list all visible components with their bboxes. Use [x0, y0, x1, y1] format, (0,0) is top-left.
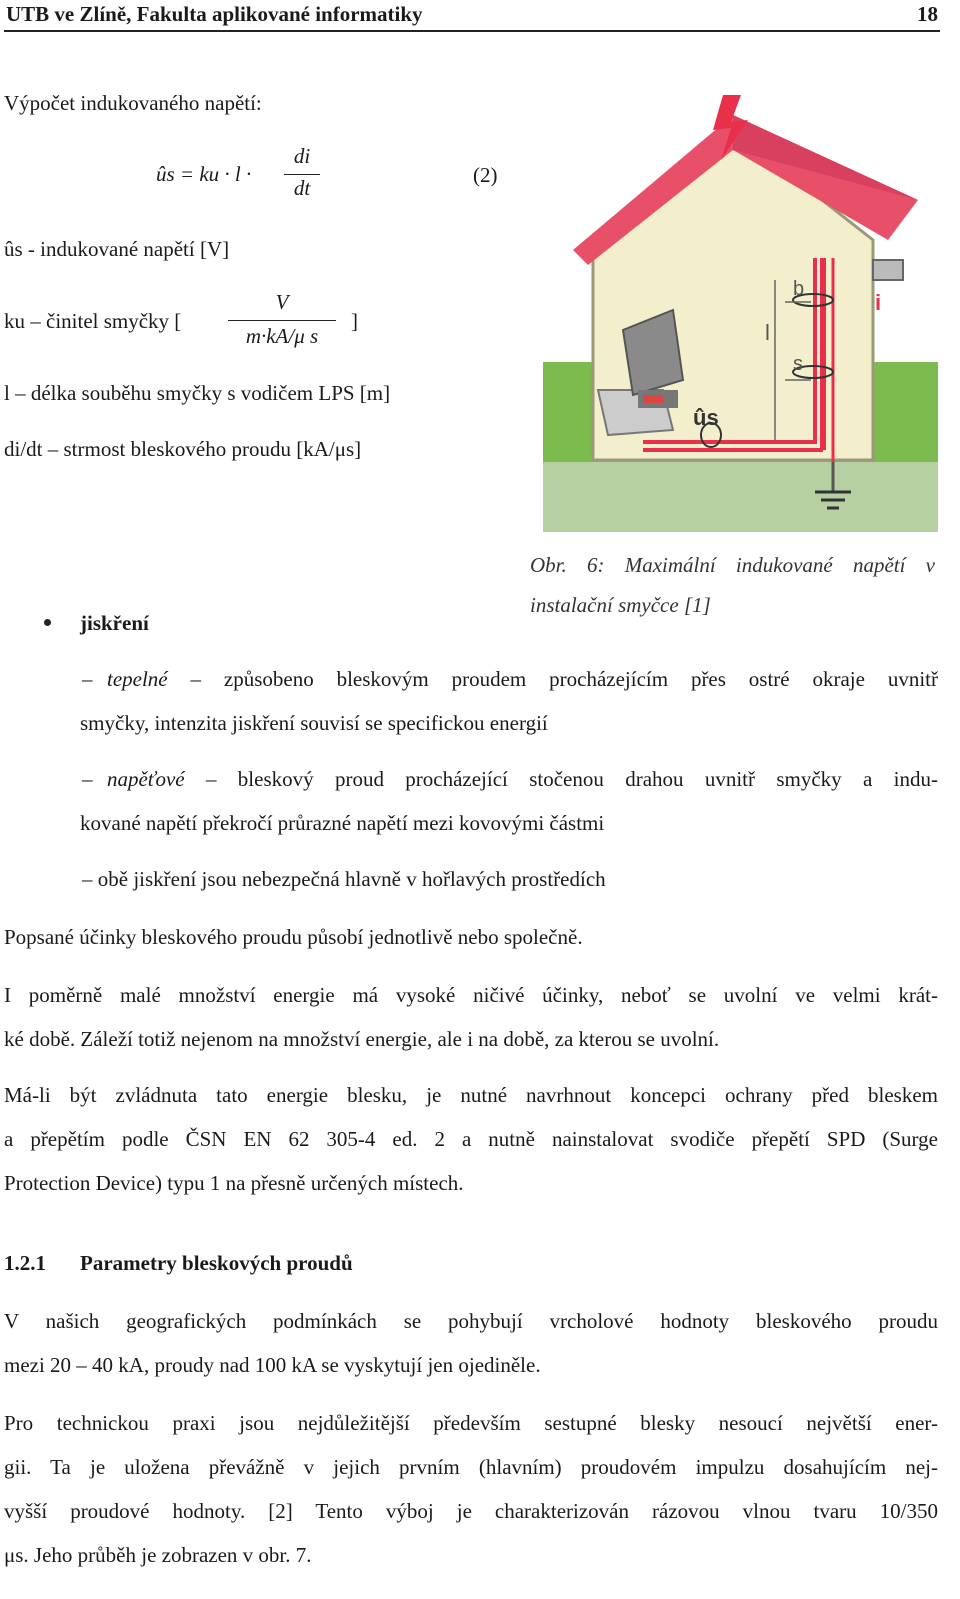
house-lightning-figure [543, 90, 938, 532]
label-s: s [793, 353, 803, 375]
paragraph-5-line3: vyšší proudové hodnoty. [2] Tento výboj je charakterizován rázovou vlnou tvaru 10/350 [4, 1499, 938, 1523]
formula-number: (2) [473, 163, 498, 187]
item-napetove-dash: – [82, 767, 93, 791]
paragraph-5-line1: Pro technickou praxi jsou nejdůležitější především sestupné blesky nesoucí největší ener- [4, 1411, 938, 1435]
paragraph-5-line2: gii. Ta je uložena převážně v jejich prvním (hlavním) proudovém impulzu dosahujícím nej- [4, 1455, 938, 1479]
formula-numerator: di [293, 144, 311, 168]
ku-denominator: m·kA/μ s [245, 324, 319, 348]
label-i: i [875, 290, 882, 315]
paragraph-4-line1: V našich geografických podmínkách se pohybují vrcholové hodnoty bleskového proudu [4, 1309, 938, 1333]
item-tepelne-label: tepelné [107, 667, 168, 691]
header-title: UTB ve Zlíně, Fakulta aplikované informatiky [6, 2, 423, 26]
paragraph-3-line2: a přepětím podle ČSN EN 62 305-4 ed. 2 a nutně nainstalovat svodiče přepětí SPD (Surge [4, 1127, 938, 1151]
item-napetove-text: – bleskový proud procházející stočenou drahou uvnitř smyčky a indu- [205, 767, 938, 791]
caption-line2: instalační smyčce [1] [530, 593, 711, 617]
item-napetove-line2: kované napětí překročí průrazné napětí mezi kovovými částmi [80, 811, 605, 835]
item-obe-line: – obě jiskření jsou nebezpečná hlavně v hořlavých prostředích [82, 867, 606, 891]
def-ku-prefix: ku – činitel smyčky [ [4, 309, 182, 333]
caption-line1: Obr. 6: Maximální indukované napětí v [530, 553, 935, 577]
paragraph-1: Popsané účinky bleskového proudu působí jednotlivě nebo společně. [4, 925, 583, 949]
formula-fraction-line [284, 174, 320, 175]
paragraph-3-line1: Má-li být zvládnuta tato energie blesku, je nutné navrhnout koncepci ochrany před bleskem [4, 1083, 938, 1107]
paragraph-2-line1: I poměrně malé množství energie má vysoké ničivé účinky, neboť se uvolní ve velmi krát- [4, 983, 938, 1007]
formula-lhs: ûs = ku · l · [156, 162, 252, 186]
paragraph-3-line3: Protection Device) typu 1 na přesně určených místech. [4, 1171, 464, 1195]
def-l: l – délka souběhu smyčky s vodičem LPS [m] [4, 381, 391, 405]
calc-heading: Výpočet indukovaného napětí: [4, 91, 262, 115]
label-b: b [793, 278, 805, 300]
ku-fraction-line [228, 320, 336, 321]
bullet-label: jiskření [80, 611, 149, 635]
paragraph-5-line4: μs. Jeho průběh je zobrazen v obr. 7. [4, 1543, 312, 1567]
label-l: l [765, 320, 770, 345]
page-number: 18 [917, 2, 938, 26]
item-tepelne-line1 [107, 666, 938, 692]
def-didt: di/dt – strmost bleskového proudu [kA/μs] [4, 437, 362, 461]
def-ku-suffix: ] [351, 309, 358, 333]
item-tepelne-text: – způsobeno bleskovým proudem procházejícím přes ostré okraje uvnitř [190, 667, 938, 691]
label-us: ûs [693, 405, 719, 430]
page-header [4, 0, 940, 32]
section-title: Parametry bleskových proudů [80, 1251, 353, 1275]
figure-caption [530, 545, 935, 625]
item-napetove-label: napěťové [107, 767, 185, 791]
item-napetove-line1 [107, 766, 938, 792]
ku-numerator: V [275, 290, 289, 314]
paragraph-4-line2: mezi 20 – 40 kA, proudy nad 100 kA se vyskytují jen ojediněle. [4, 1353, 541, 1377]
def-us: ûs - indukované napětí [V] [4, 237, 230, 261]
paragraph-2-line2: ké době. Záleží totiž nejenom na množství energie, ale i na době, za kterou se uvolní. [4, 1027, 720, 1051]
item-tepelne-dash: – [82, 667, 93, 691]
section-number: 1.2.1 [4, 1251, 46, 1275]
item-tepelne-line2: smyčky, intenzita jiskření souvisí se specifickou energií [80, 711, 548, 735]
bullet-icon [44, 619, 51, 626]
formula-denominator: dt [293, 176, 311, 200]
